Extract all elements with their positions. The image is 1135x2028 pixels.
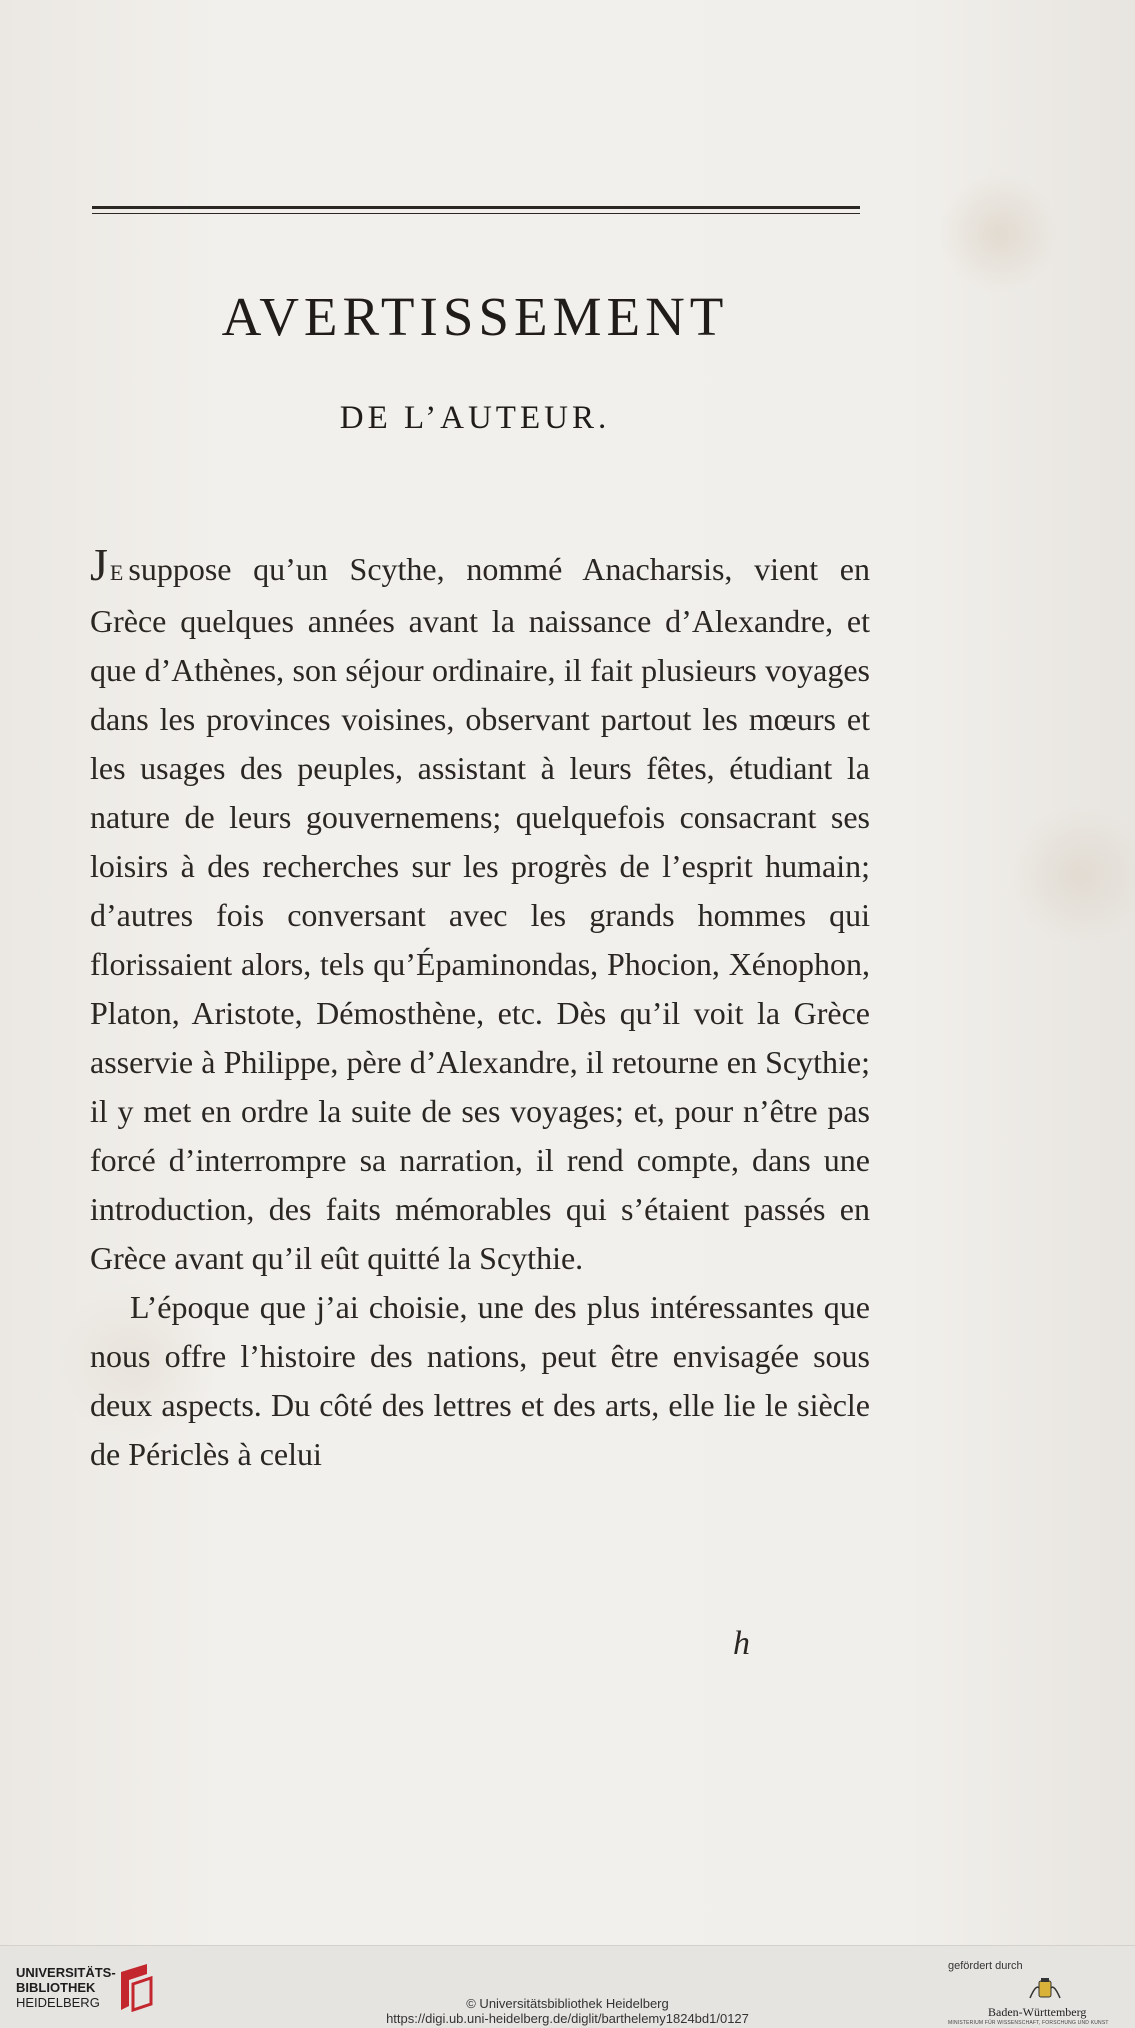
signature-mark: h [733,1625,750,1662]
header-rule-thick [92,206,860,209]
state-emblem-icon [1028,1978,1062,2002]
paragraph-2: L’époque que j’ai choisie, une des plus intéressantes que nous offre l’histoire des nations, peut être envisagée sous deux aspects. Du côté des lettres et des arts, elle lie le siècle de Périclès à celui [90,1289,870,1472]
library-name-line-2: BIBLIOTHEK [16,1980,96,1995]
copyright-text: © Universitätsbibliothek Heidelberg [466,1996,669,2011]
page-title: AVERTISSEMENT [221,286,729,347]
sponsor-name: Baden-Württemberg [988,2005,1087,2019]
drop-cap: J [90,539,110,590]
sponsor-block[interactable] [948,1960,1128,2026]
library-name-line-3: HEIDELBERG [16,1995,100,2010]
small-cap: E [109,560,125,585]
paragraph-1-text: suppose qu’un Scythe, nommé Anacharsis, vient en Grèce quelques années avant la naissance d’Alexandre, et que d’Athènes, son séjour ordinaire, il fait plusieurs voyages dans les provinces voisines, observant partout les mœurs et les usages des peuples, assistant à leurs fêtes, étudiant la nature de leurs gouvernemens; quelquefois consacrant ses loisirs à des recherches sur les progrès de l’esprit humain; d’autres fois conversant avec les grands hommes qui florissaient alors, tels qu’Épaminondas, Phocion, Xénophon, Platon, Aristote, Démosthène, etc. Dès qu’il voit la Grèce asservie à Philippe, père d’Alexandre, il retourne en Scythie; il y met en ordre la suite de ses voyages; et, pour n’être pas forcé d’interrompre sa narration, il rend compte, dans une introduction, des faits mémorables qui s’étaient passés en Grèce avant qu’il eût quitté la Scythie. [90,551,870,1276]
footer-bar [0,1945,1135,2028]
header-rule-thin [92,213,860,214]
sponsor-ministry: MINISTERIUM FÜR WISSENSCHAFT, FORSCHUNG UND KUNST [948,2020,1109,2026]
page-subtitle: DE L’AUTEUR. [339,400,611,436]
permalink-url[interactable]: https://digi.ub.uni-heidelberg.de/diglit/barthelemy1824bd1/0127 [386,2011,749,2026]
body-text [90,540,870,1479]
paragraph-1 [90,540,870,1283]
library-name-line-1: UNIVERSITÄTS- [16,1965,116,1980]
sponsor-label: gefördert durch [948,1960,1023,1972]
